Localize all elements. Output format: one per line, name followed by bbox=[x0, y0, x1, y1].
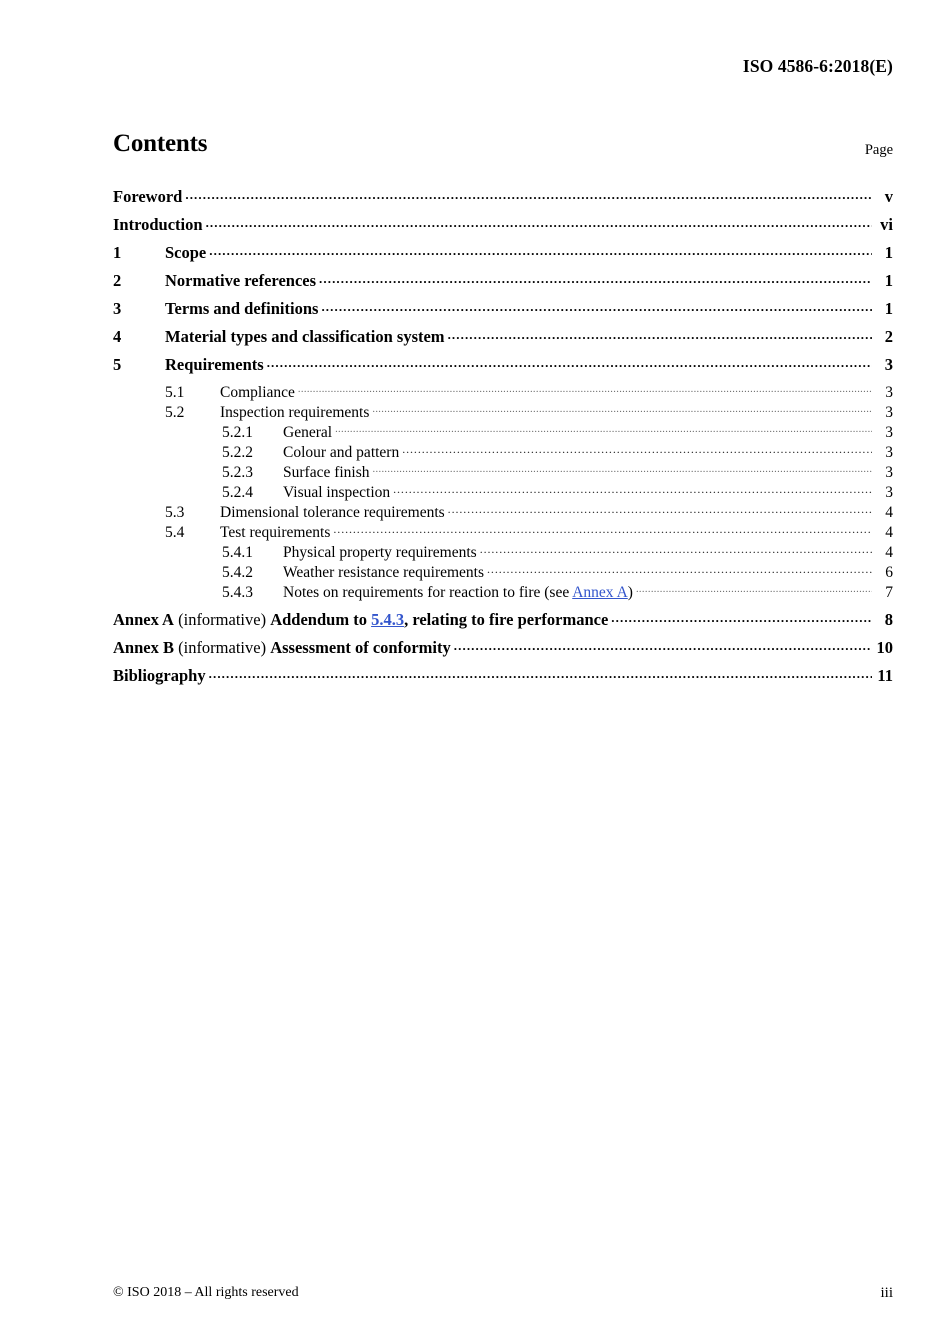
toc-page-number: 1 bbox=[884, 298, 893, 318]
toc-entry-label: Annex B (informative) Assessment of conformity bbox=[113, 637, 451, 657]
toc-entry[interactable] bbox=[113, 401, 893, 421]
toc-entry[interactable] bbox=[113, 501, 893, 521]
toc-entry-bibliography[interactable] bbox=[113, 664, 893, 692]
folio-number: iii bbox=[880, 1285, 893, 1301]
toc-entry[interactable] bbox=[113, 541, 893, 561]
table-of-contents bbox=[113, 185, 893, 692]
toc-entry-annex-a[interactable] bbox=[113, 608, 893, 636]
toc-page-number: vi bbox=[880, 214, 893, 234]
toc-page-number: 11 bbox=[877, 665, 893, 685]
contents-header-row bbox=[113, 130, 893, 164]
toc-entry-label: Test requirements bbox=[220, 523, 331, 541]
toc-page-number: 3 bbox=[885, 423, 893, 441]
toc-page-number: 7 bbox=[885, 583, 893, 601]
toc-entry-label: Colour and pattern bbox=[283, 443, 400, 461]
toc-entry-label: Requirements bbox=[165, 354, 264, 374]
dot-leader bbox=[611, 608, 872, 625]
toc-entry-label: Compliance bbox=[220, 383, 295, 401]
toc-entry-label: Physical property requirements bbox=[283, 543, 477, 561]
dot-leader bbox=[454, 636, 872, 653]
toc-page-number: 4 bbox=[885, 523, 893, 541]
toc-entry[interactable] bbox=[113, 561, 893, 581]
toc-entry[interactable] bbox=[113, 325, 893, 353]
toc-entry-number: 5.2.4 bbox=[222, 483, 253, 501]
copyright-notice: © ISO 2018 – All rights reserved bbox=[113, 1285, 299, 1300]
toc-page-number: 1 bbox=[884, 242, 893, 262]
toc-entry-label: Terms and definitions bbox=[165, 298, 319, 318]
toc-entry-label: Normative references bbox=[165, 270, 317, 290]
dot-leader bbox=[335, 421, 872, 437]
toc-entry-label: Bibliography bbox=[113, 665, 206, 685]
toc-page-number: 3 bbox=[885, 483, 893, 501]
dot-leader bbox=[448, 325, 872, 342]
dot-leader bbox=[636, 581, 872, 597]
dot-leader bbox=[209, 241, 872, 258]
toc-entry[interactable] bbox=[113, 297, 893, 325]
dot-leader bbox=[373, 461, 872, 477]
annex-qualifier: (informative) bbox=[173, 609, 271, 629]
toc-entry[interactable] bbox=[113, 185, 893, 213]
toc-entry[interactable] bbox=[113, 381, 893, 401]
toc-entry-number: 5.4.1 bbox=[222, 543, 253, 561]
toc-page-number: 3 bbox=[885, 383, 893, 401]
toc-page-number: 3 bbox=[885, 463, 893, 481]
toc-entry-number: 1 bbox=[113, 242, 122, 262]
toc-entry-label: Inspection requirements bbox=[220, 403, 370, 421]
toc-entry[interactable] bbox=[113, 421, 893, 441]
dot-leader bbox=[321, 297, 872, 314]
dot-leader bbox=[393, 481, 872, 497]
toc-entry[interactable] bbox=[113, 461, 893, 481]
toc-entry-label: Annex A (informative) Addendum to 5.4.3, relating to fire performance bbox=[113, 609, 609, 629]
document-identifier: ISO 4586-6:2018(E) bbox=[742, 56, 893, 76]
toc-page-number: 6 bbox=[885, 563, 893, 581]
clause-543-link[interactable]: 5.4.3 bbox=[371, 609, 405, 629]
toc-entry-number: 5.3 bbox=[165, 503, 185, 521]
toc-page-number: v bbox=[884, 186, 893, 206]
toc-page-number: 1 bbox=[884, 270, 893, 290]
toc-entry-number: 5 bbox=[113, 354, 122, 374]
dot-leader bbox=[333, 521, 872, 537]
toc-entry-label: Introduction bbox=[113, 214, 203, 234]
dot-leader bbox=[448, 501, 872, 517]
toc-entry-annex-b[interactable] bbox=[113, 636, 893, 664]
toc-entry-number: 5.4.3 bbox=[222, 583, 253, 601]
dot-leader bbox=[298, 381, 872, 397]
toc-entry-number: 5.2 bbox=[165, 403, 185, 421]
toc-page-number: 3 bbox=[885, 403, 893, 421]
page-title: Contents bbox=[113, 130, 208, 157]
toc-entry-label: Weather resistance requirements bbox=[283, 563, 485, 581]
dot-leader bbox=[372, 401, 872, 417]
toc-entry[interactable] bbox=[113, 521, 893, 541]
toc-entry[interactable] bbox=[113, 581, 893, 601]
dot-leader bbox=[487, 561, 872, 577]
toc-entry-number: 5.4.2 bbox=[222, 563, 253, 581]
dot-leader bbox=[480, 541, 872, 557]
toc-page-number: 3 bbox=[885, 443, 893, 461]
toc-entry-label: Material types and classification system bbox=[165, 326, 445, 346]
toc-entry-number: 5.2.2 bbox=[222, 443, 253, 461]
toc-page-number: 4 bbox=[885, 503, 893, 521]
toc-page-number: 10 bbox=[876, 637, 893, 657]
toc-entry-label: Notes on requirements for reaction to fire (see Annex A) bbox=[283, 583, 633, 601]
toc-page-number: 3 bbox=[884, 354, 893, 374]
dot-leader bbox=[185, 185, 872, 202]
toc-entry-label: Dimensional tolerance requirements bbox=[220, 503, 445, 521]
toc-page-number: 2 bbox=[884, 326, 893, 346]
toc-entry[interactable] bbox=[113, 269, 893, 297]
toc-page-number: 8 bbox=[884, 609, 893, 629]
toc-entry-number: 5.4 bbox=[165, 523, 185, 541]
toc-entry[interactable] bbox=[113, 353, 893, 381]
annex-qualifier: (informative) bbox=[173, 637, 271, 657]
toc-entry-label: Foreword bbox=[113, 186, 183, 206]
toc-entry[interactable] bbox=[113, 481, 893, 501]
toc-entry[interactable] bbox=[113, 213, 893, 241]
dot-leader bbox=[206, 213, 872, 230]
dot-leader bbox=[267, 353, 872, 370]
dot-leader bbox=[209, 664, 872, 681]
toc-entry-number: 4 bbox=[113, 326, 122, 346]
dot-leader bbox=[319, 269, 872, 286]
toc-entry-number: 2 bbox=[113, 270, 122, 290]
toc-entry-label: Visual inspection bbox=[283, 483, 391, 501]
toc-entry-label: Surface finish bbox=[283, 463, 370, 481]
toc-page-number: 4 bbox=[885, 543, 893, 561]
dot-leader bbox=[402, 441, 872, 457]
toc-entry-label: Scope bbox=[165, 242, 207, 262]
toc-entry-label: General bbox=[283, 423, 333, 441]
annex-a-link[interactable]: Annex A bbox=[572, 583, 628, 601]
toc-entry-number: 5.1 bbox=[165, 383, 185, 401]
toc-entry[interactable] bbox=[113, 241, 893, 269]
toc-entry-number: 5.2.1 bbox=[222, 423, 253, 441]
toc-entry-number: 5.2.3 bbox=[222, 463, 253, 481]
page-column-label: Page bbox=[864, 142, 893, 158]
toc-entry[interactable] bbox=[113, 441, 893, 461]
toc-entry-number: 3 bbox=[113, 298, 122, 318]
